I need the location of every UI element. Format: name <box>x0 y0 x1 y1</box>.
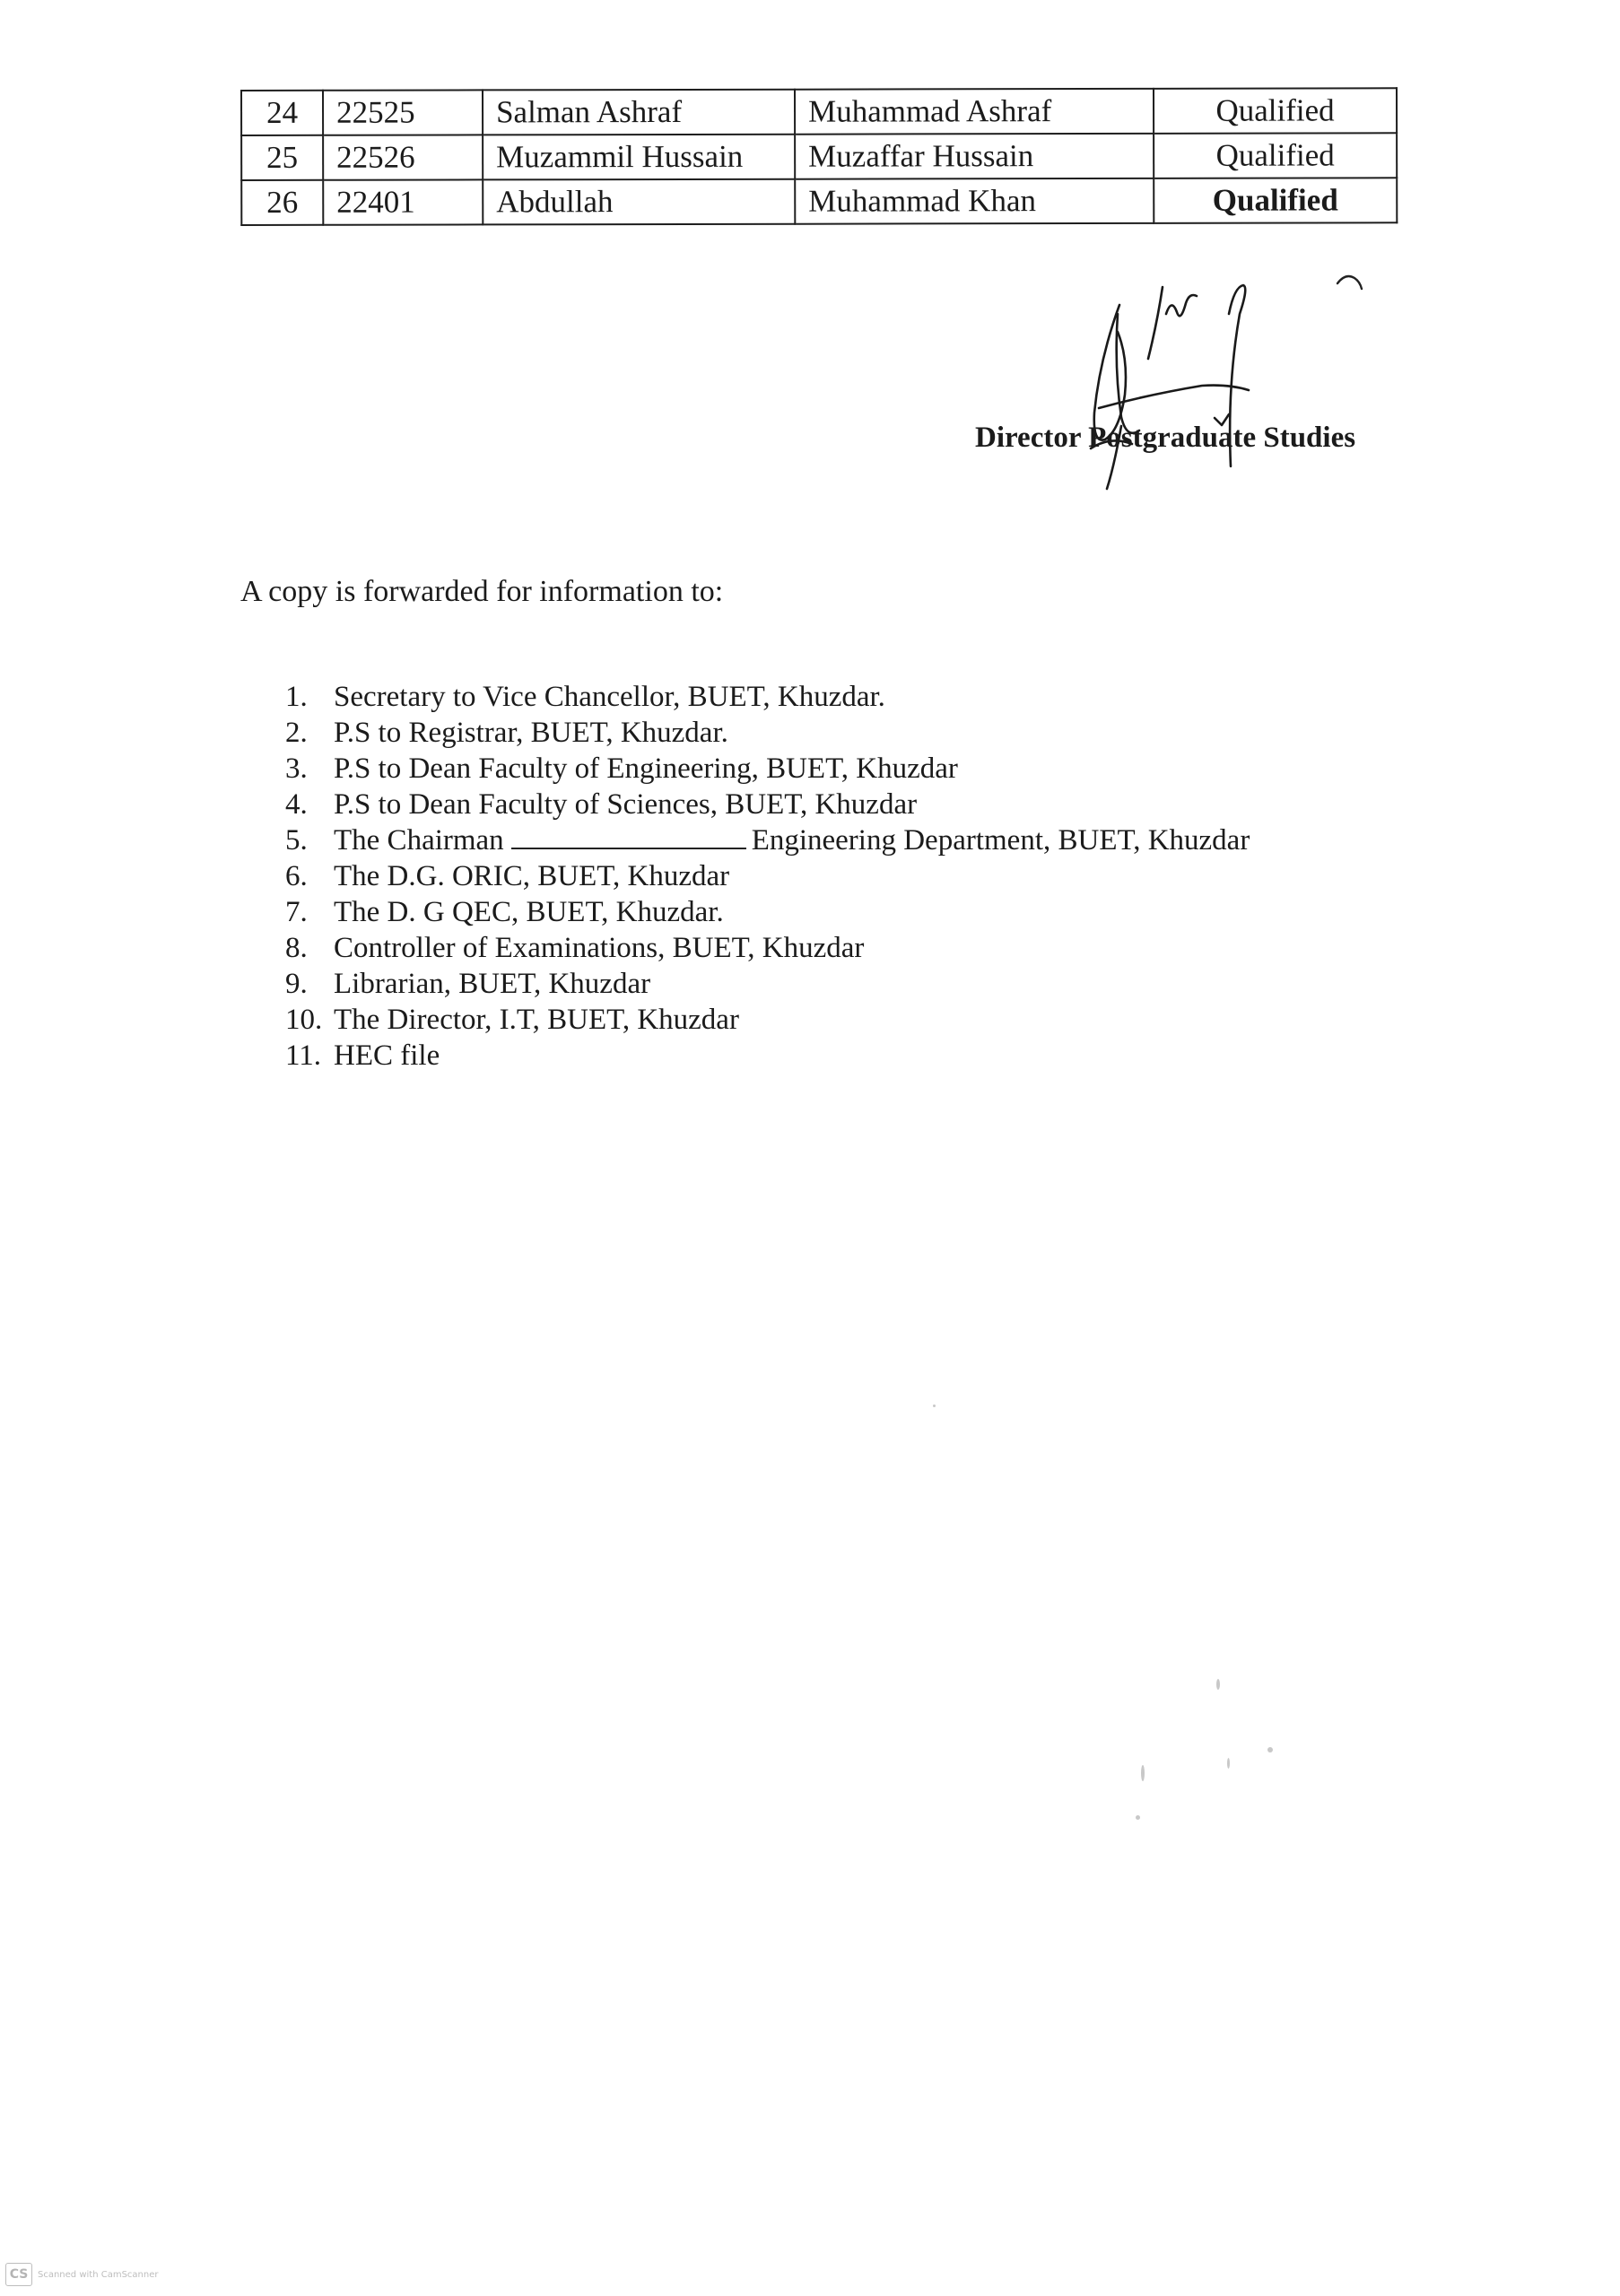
list-item <box>285 679 1250 715</box>
forwarding-intro: A copy is forwarded for information to: <box>240 575 724 608</box>
scanner-watermark <box>5 2263 159 2286</box>
candidate-name-cell: Salman Ashraf <box>483 90 795 135</box>
list-item-text: The D. G QEC, BUET, Khuzdar. <box>334 896 724 928</box>
status-cell: Qualified <box>1154 133 1397 178</box>
scan-speck <box>1267 1747 1273 1752</box>
table-row <box>241 133 1397 180</box>
serial-number-cell: 26 <box>241 180 323 225</box>
list-item-number: 11. <box>285 1039 322 1072</box>
list-item-number: 9. <box>285 968 308 1000</box>
list-item-text: Secretary to Vice Chancellor, BUET, Khuzdar. <box>334 681 885 713</box>
father-name-cell: Muzaffar Hussain <box>795 134 1154 179</box>
list-item-number: 3. <box>285 752 308 785</box>
scan-speck <box>1216 1679 1220 1690</box>
list-item <box>285 894 1250 930</box>
pen-mark-icon <box>1335 271 1367 292</box>
results-table <box>240 87 1398 226</box>
scan-speck <box>1136 1815 1140 1820</box>
list-item-text: P.S to Dean Faculty of Engineering, BUET, Khuzdar <box>334 752 958 785</box>
list-item <box>285 751 1250 787</box>
list-item <box>285 930 1250 966</box>
list-item-number: 7. <box>285 896 308 928</box>
list-item-number: 4. <box>285 788 308 821</box>
list-item-text: The Director, I.T, BUET, Khuzdar <box>334 1004 739 1036</box>
list-item-text: The Chairman <box>334 824 504 857</box>
list-item <box>285 1002 1250 1038</box>
list-item <box>285 715 1250 751</box>
status-cell: Qualified <box>1154 88 1397 134</box>
list-item <box>285 787 1250 822</box>
camscanner-logo-icon: CS <box>5 2263 32 2286</box>
distribution-list <box>285 679 1250 1074</box>
signatory-title: Director Postgraduate Studies <box>975 422 1356 454</box>
roll-number-cell: 22526 <box>323 135 483 179</box>
scan-speck <box>933 1405 936 1407</box>
list-item <box>285 966 1250 1002</box>
scan-speck <box>1227 1758 1230 1769</box>
list-item <box>285 822 1250 858</box>
roll-number-cell: 22525 <box>323 90 483 135</box>
list-item-number: 6. <box>285 860 308 892</box>
list-item-number: 1. <box>285 681 308 713</box>
list-item-number: 5. <box>285 824 308 857</box>
list-item-text: HEC file <box>334 1039 440 1072</box>
handwritten-signature-icon <box>1014 260 1319 493</box>
list-item-number: 2. <box>285 717 308 749</box>
scan-speck <box>1141 1765 1145 1781</box>
list-item-number: 8. <box>285 932 308 964</box>
candidate-name-cell: Abdullah <box>483 179 795 225</box>
table-row <box>241 178 1397 225</box>
table-row <box>241 88 1397 135</box>
father-name-cell: Muhammad Ashraf <box>795 89 1154 135</box>
candidate-name-cell: Muzammil Hussain <box>483 135 795 180</box>
status-cell: Qualified <box>1154 178 1397 223</box>
father-name-cell: Muhammad Khan <box>795 178 1154 224</box>
serial-number-cell: 25 <box>241 135 323 180</box>
list-item-text: Librarian, BUET, Khuzdar <box>334 968 651 1000</box>
list-item-text: The D.G. ORIC, BUET, Khuzdar <box>334 860 730 892</box>
list-item-text: Controller of Examinations, BUET, Khuzdar <box>334 932 865 964</box>
list-item-text: P.S to Dean Faculty of Sciences, BUET, Khuzdar <box>334 788 918 821</box>
list-item-number: 10. <box>285 1004 323 1036</box>
list-item <box>285 858 1250 894</box>
serial-number-cell: 24 <box>241 91 323 135</box>
roll-number-cell: 22401 <box>323 179 483 224</box>
scanner-watermark-text: Scanned with CamScanner <box>38 2269 159 2280</box>
list-item-text: P.S to Registrar, BUET, Khuzdar. <box>334 717 728 749</box>
blank-fill-line <box>511 822 746 849</box>
list-item <box>285 1038 1250 1074</box>
list-item-text: Engineering Department, BUET, Khuzdar <box>751 824 1250 857</box>
